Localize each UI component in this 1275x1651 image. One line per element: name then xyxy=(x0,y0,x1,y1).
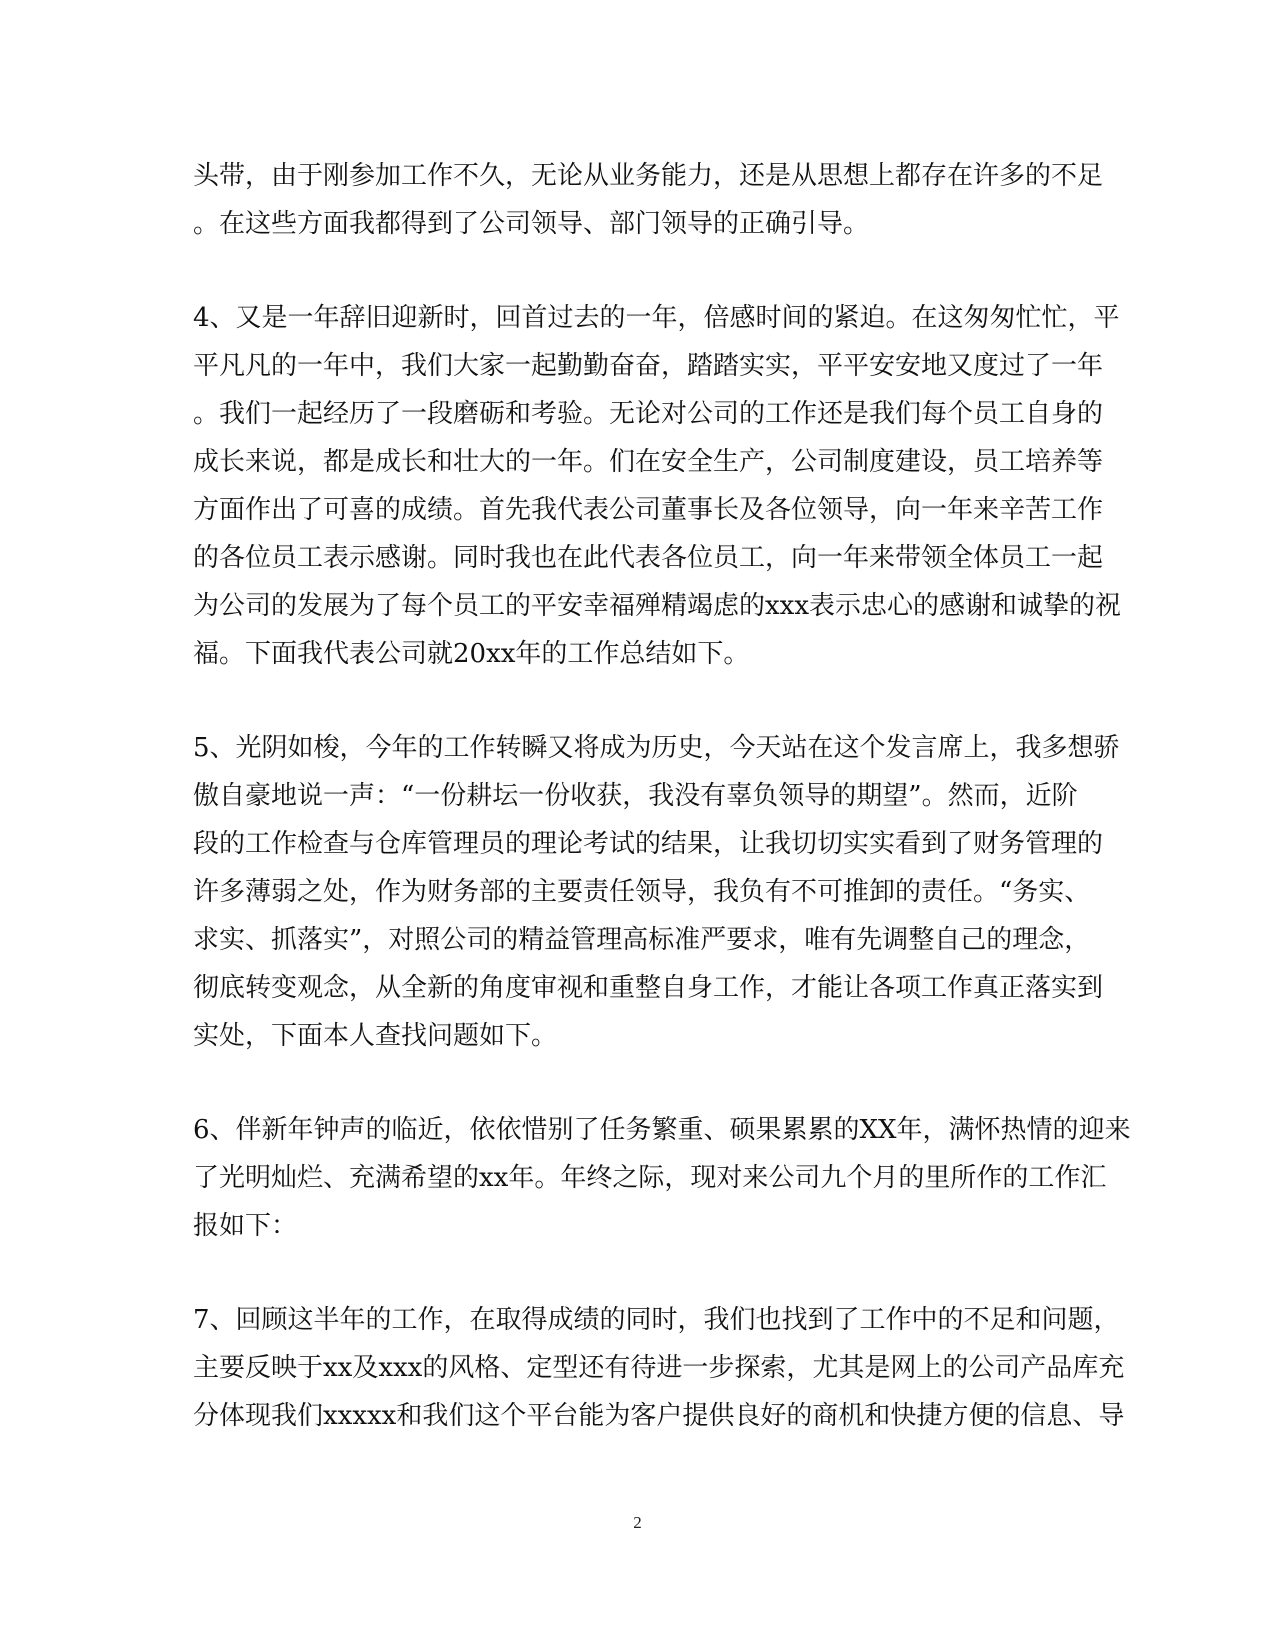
text-line: 平凡凡的一年中，我们大家一起勤勤奋奋，踏踏实实，平平安安地又度过了一年 xyxy=(193,351,1104,381)
text-line: 4、又是一年辞旧迎新时，回首过去的一年，倍感时间的紧迫。在这匆匆忙忙，平 xyxy=(193,303,1120,333)
text-line: 段的工作检查与仓库管理员的理论考试的结果，让我切切实实看到了财务管理的 xyxy=(193,829,1104,859)
text-line: 5、光阴如梭，今年的工作转瞬又将成为历史，今天站在这个发言席上，我多想骄 xyxy=(193,733,1120,763)
text-line: 许多薄弱之处，作为财务部的主要责任领导，我负有不可推卸的责任。“务实、 xyxy=(193,877,1091,907)
text-line: 成长来说，都是成长和壮大的一年。们在安全生产，公司制度建设，员工培养等 xyxy=(193,447,1104,477)
text-line: 头带，由于刚参加工作不久，无论从业务能力，还是从思想上都存在许多的不足 xyxy=(193,161,1104,191)
text-line: 实处，下面本人查找问题如下。 xyxy=(193,1021,558,1051)
paragraph xyxy=(193,724,1120,1060)
text-line: 报如下： xyxy=(193,1211,298,1241)
text-line: 主要反映于xx及xxx的风格、定型还有待进一步探索，尤其是网上的公司产品库充 xyxy=(193,1353,1125,1383)
text-line: 求实、抓落实”，对照公司的精益管理高标准严要求，唯有先调整自己的理念， xyxy=(193,925,1091,955)
paragraph xyxy=(193,1296,1125,1440)
text-line: 7、回顾这半年的工作，在取得成绩的同时，我们也找到了工作中的不足和问题， xyxy=(193,1305,1120,1335)
text-line: 福。下面我代表公司就20xx年的工作总结如下。 xyxy=(193,639,750,669)
paragraph xyxy=(193,152,1104,248)
document-body xyxy=(193,152,1131,1486)
paragraph xyxy=(193,1106,1131,1250)
text-line: 方面作出了可喜的成绩。首先我代表公司董事长及各位领导，向一年来辛苦工作 xyxy=(193,495,1104,525)
text-line: 。我们一起经历了一段磨砺和考验。无论对公司的工作还是我们每个员工自身的 xyxy=(193,399,1104,429)
paragraph xyxy=(193,294,1121,678)
text-line: 6、伴新年钟声的临近，依依惜别了任务繁重、硕果累累的XX年，满怀热情的迎来 xyxy=(193,1115,1131,1145)
text-line: 傲自豪地说一声：“一份耕坛一份收获，我没有辜负领导的期望”。然而，近阶 xyxy=(193,781,1078,811)
text-line: 彻底转变观念，从全新的角度审视和重整自身工作，才能让各项工作真正落实到 xyxy=(193,973,1104,1003)
text-line: 为公司的发展为了每个员工的平安幸福殚精竭虑的xxx表示忠心的感谢和诚挚的祝 xyxy=(193,591,1121,621)
text-line: 。在这些方面我都得到了公司领导、部门领导的正确引导。 xyxy=(193,209,870,239)
text-line: 的各位员工表示感谢。同时我也在此代表各位员工，向一年来带领全体员工一起 xyxy=(193,543,1104,573)
text-line: 了光明灿烂、充满希望的xx年。年终之际，现对来公司九个月的里所作的工作汇 xyxy=(193,1163,1107,1193)
text-line: 分体现我们xxxxx和我们这个平台能为客户提供良好的商机和快捷方便的信息、导 xyxy=(193,1401,1125,1431)
page-number: 2 xyxy=(633,1513,642,1532)
